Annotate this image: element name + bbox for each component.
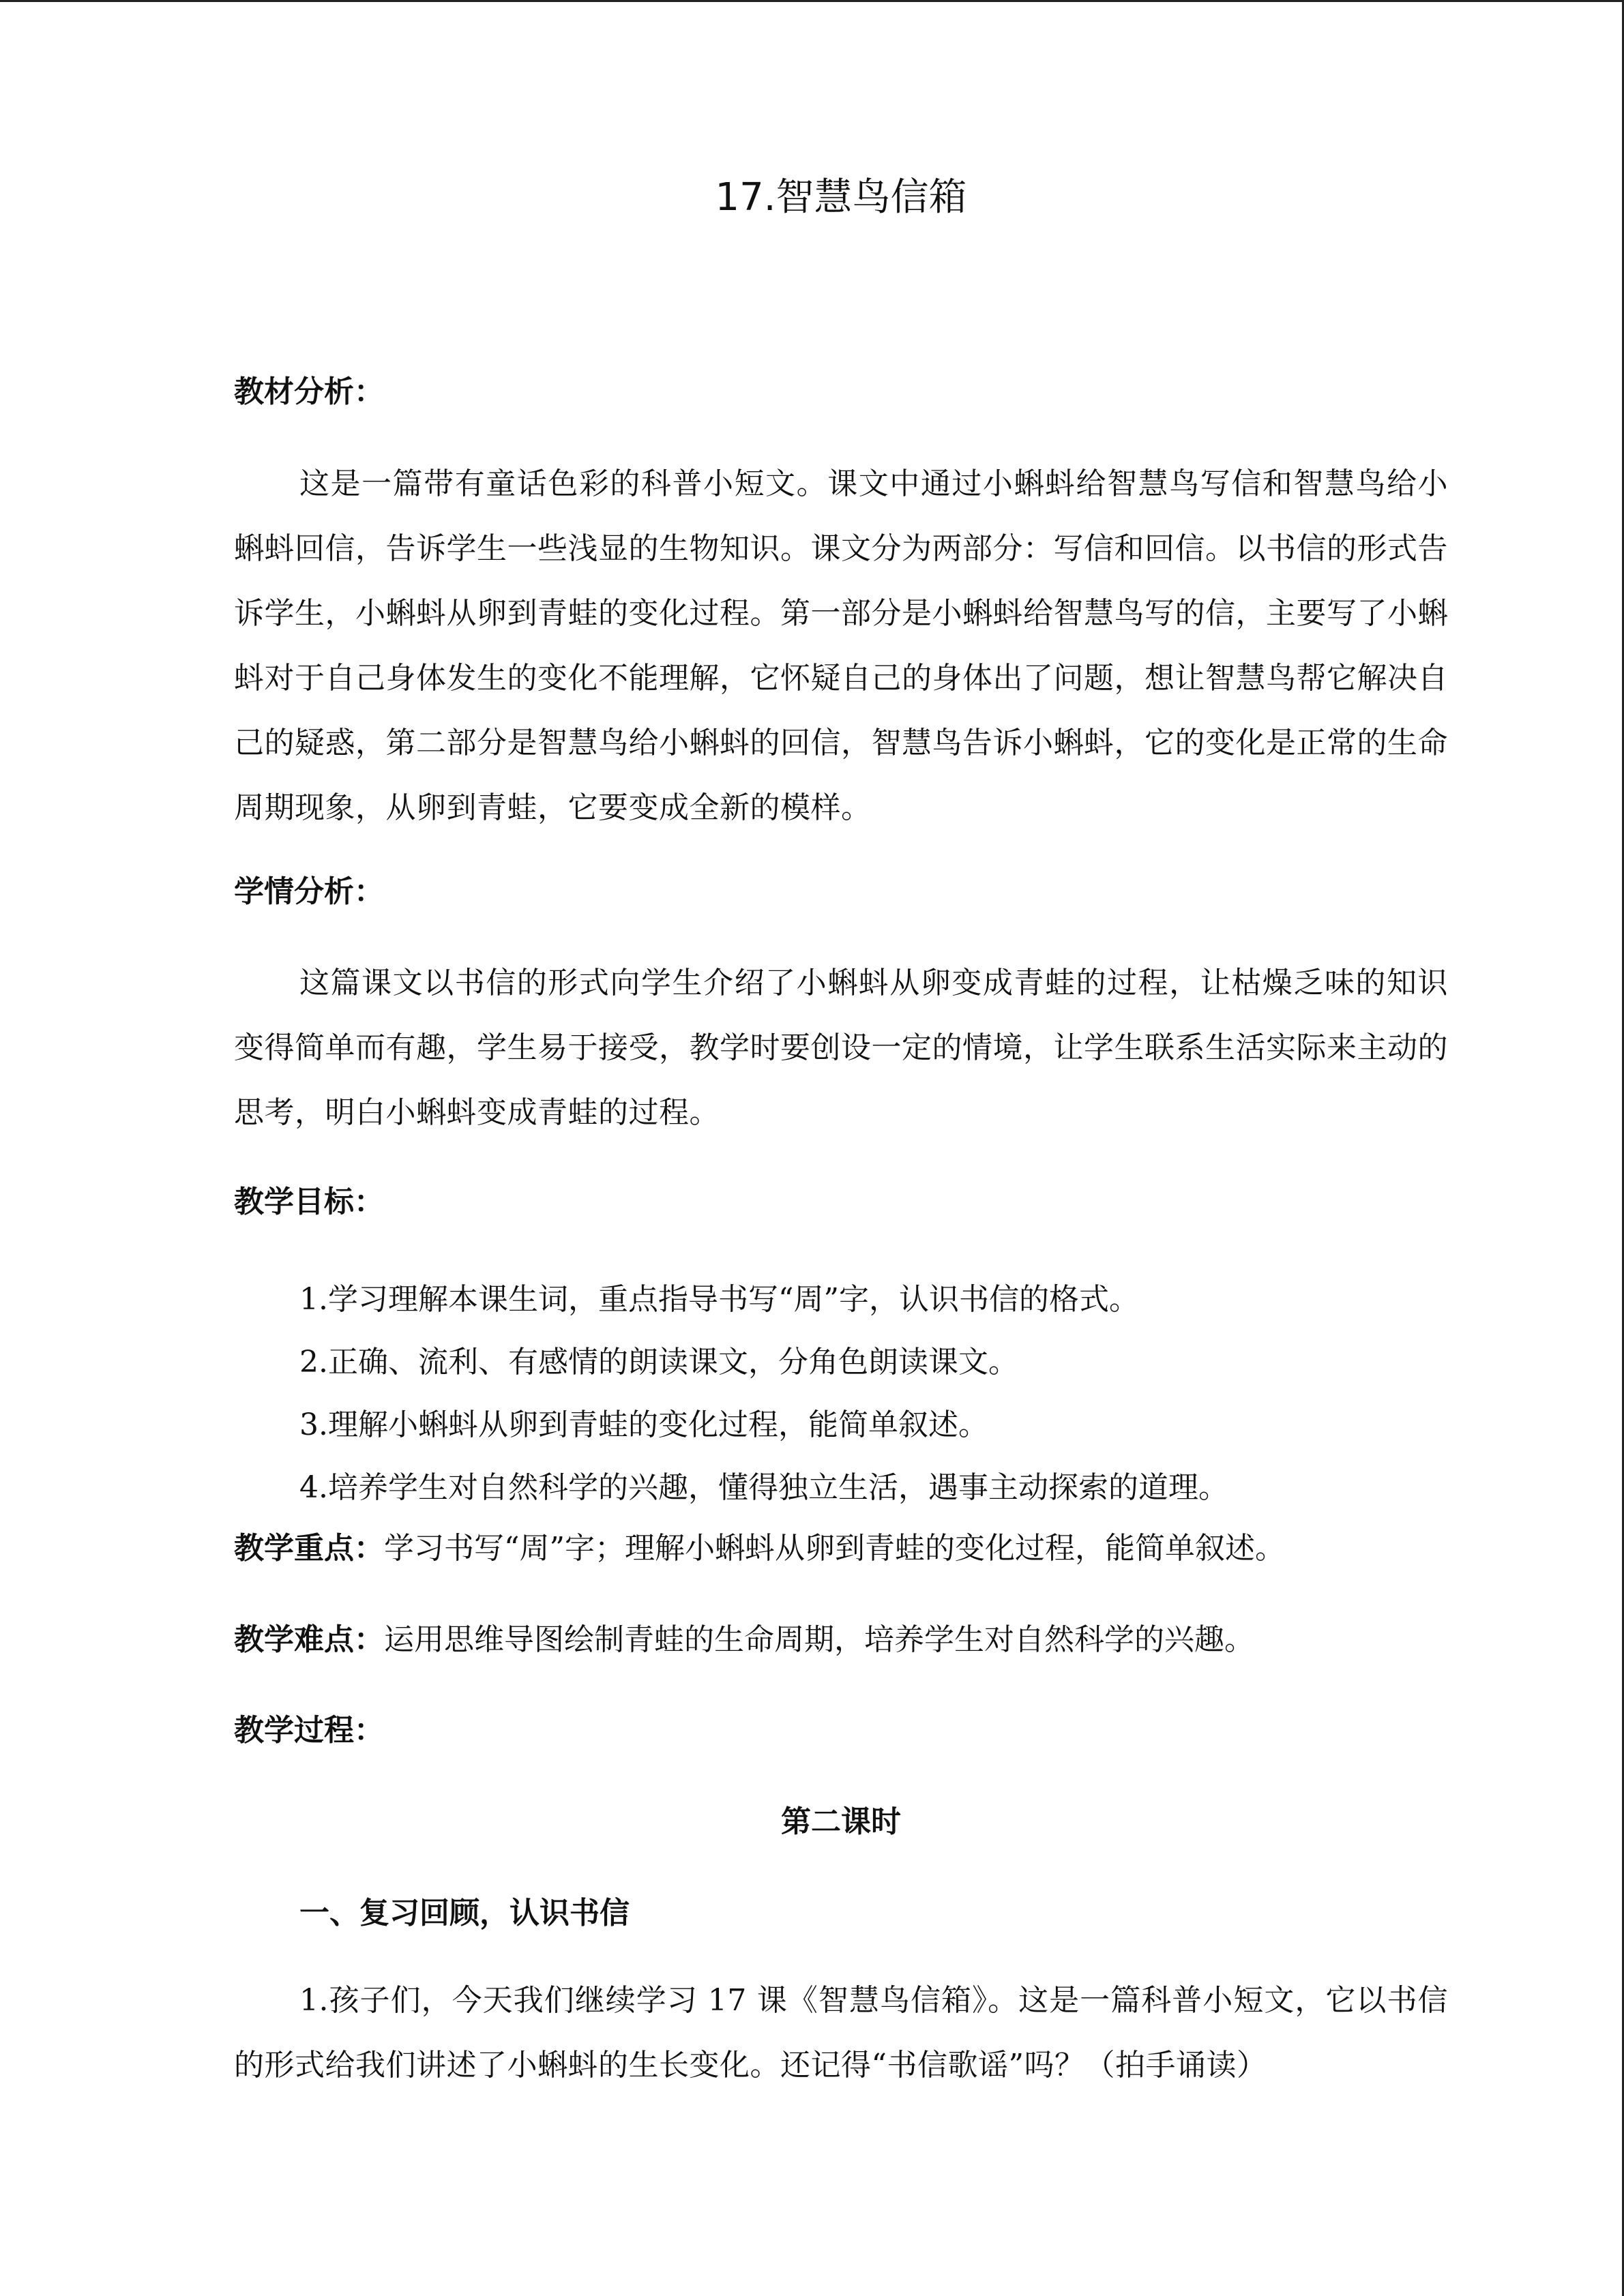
- process-heading: 教学过程：: [234, 1713, 384, 1748]
- material-analysis-heading: 教材分析：: [234, 374, 384, 409]
- key-points-label: 教学重点：: [234, 1531, 384, 1566]
- learner-analysis-heading: 学情分析：: [234, 874, 384, 909]
- page-top-border: [0, 0, 1624, 2]
- key-points-line: [234, 1528, 1448, 1569]
- objectives-list: [299, 1268, 1452, 1519]
- difficult-points-text: 运用思维导图绘制青蛙的生命周期，培养学生对自然科学的兴趣。: [384, 1622, 1254, 1657]
- objective-item: 1.学习理解本课生词，重点指导书写“周”字，认识书信的格式。: [299, 1282, 1139, 1317]
- objective-item: 3.理解小蝌蚪从卵到青蛙的变化过程，能简单叙述。: [299, 1407, 988, 1442]
- key-points-text: 学习书写“周”字；理解小蝌蚪从卵到青蛙的变化过程，能简单叙述。: [384, 1531, 1285, 1566]
- document-title: 17.智慧鸟信箱: [715, 175, 967, 220]
- objective-item: 4.培养学生对自然科学的兴趣，懂得独立生活，遇事主动探索的道理。: [299, 1470, 1228, 1505]
- difficult-points-label: 教学难点：: [234, 1622, 384, 1657]
- review-paragraph: 1.孩子们，今天我们继续学习 17 课《智慧鸟信箱》。这是一篇科普小短文，它以书信的形式给我们讲述了小蝌蚪的生长变化。还记得“书信歌谣”吗？（拍手诵读）: [234, 1983, 1448, 2083]
- objectives-heading: 教学目标：: [234, 1184, 384, 1219]
- material-analysis-paragraph: 这是一篇带有童话色彩的科普小短文。课文中通过小蝌蚪给智慧鸟写信和智慧鸟给小蝌蚪回信，告诉学生一些浅显的生物知识。课文分为两部分：写信和回信。以书信的形式告诉学生，小蝌蚪从卵到青蛙的变化过程。第一部分是小蝌蚪给智慧鸟写的信，主要写了小蝌蚪对于自己身体发生的变化不能理解，它怀疑自己的身体出了问题，想让智慧鸟帮它解决自己的疑惑，第二部分是智慧鸟给小蝌蚪的回信，智慧鸟告诉小蝌蚪，它的变化是正常的生命周期现象，从卵到青蛙，它要变成全新的模样。: [234, 466, 1448, 825]
- objective-item: 2.正确、流利、有感情的朗读课文，分角色朗读课文。: [299, 1345, 1018, 1380]
- learner-analysis-paragraph: 这篇课文以书信的形式向学生介绍了小蝌蚪从卵变成青蛙的过程，让枯燥乏味的知识变得简单而有趣，学生易于接受，教学时要创设一定的情境，让学生联系生活实际来主动的思考，明白小蝌蚪变成青蛙的过程。: [234, 966, 1448, 1130]
- lesson-time-heading: 第二课时: [781, 1804, 901, 1839]
- difficult-points-line: [234, 1620, 1448, 1660]
- section-heading: 一、复习回顾，认识书信: [299, 1896, 630, 1930]
